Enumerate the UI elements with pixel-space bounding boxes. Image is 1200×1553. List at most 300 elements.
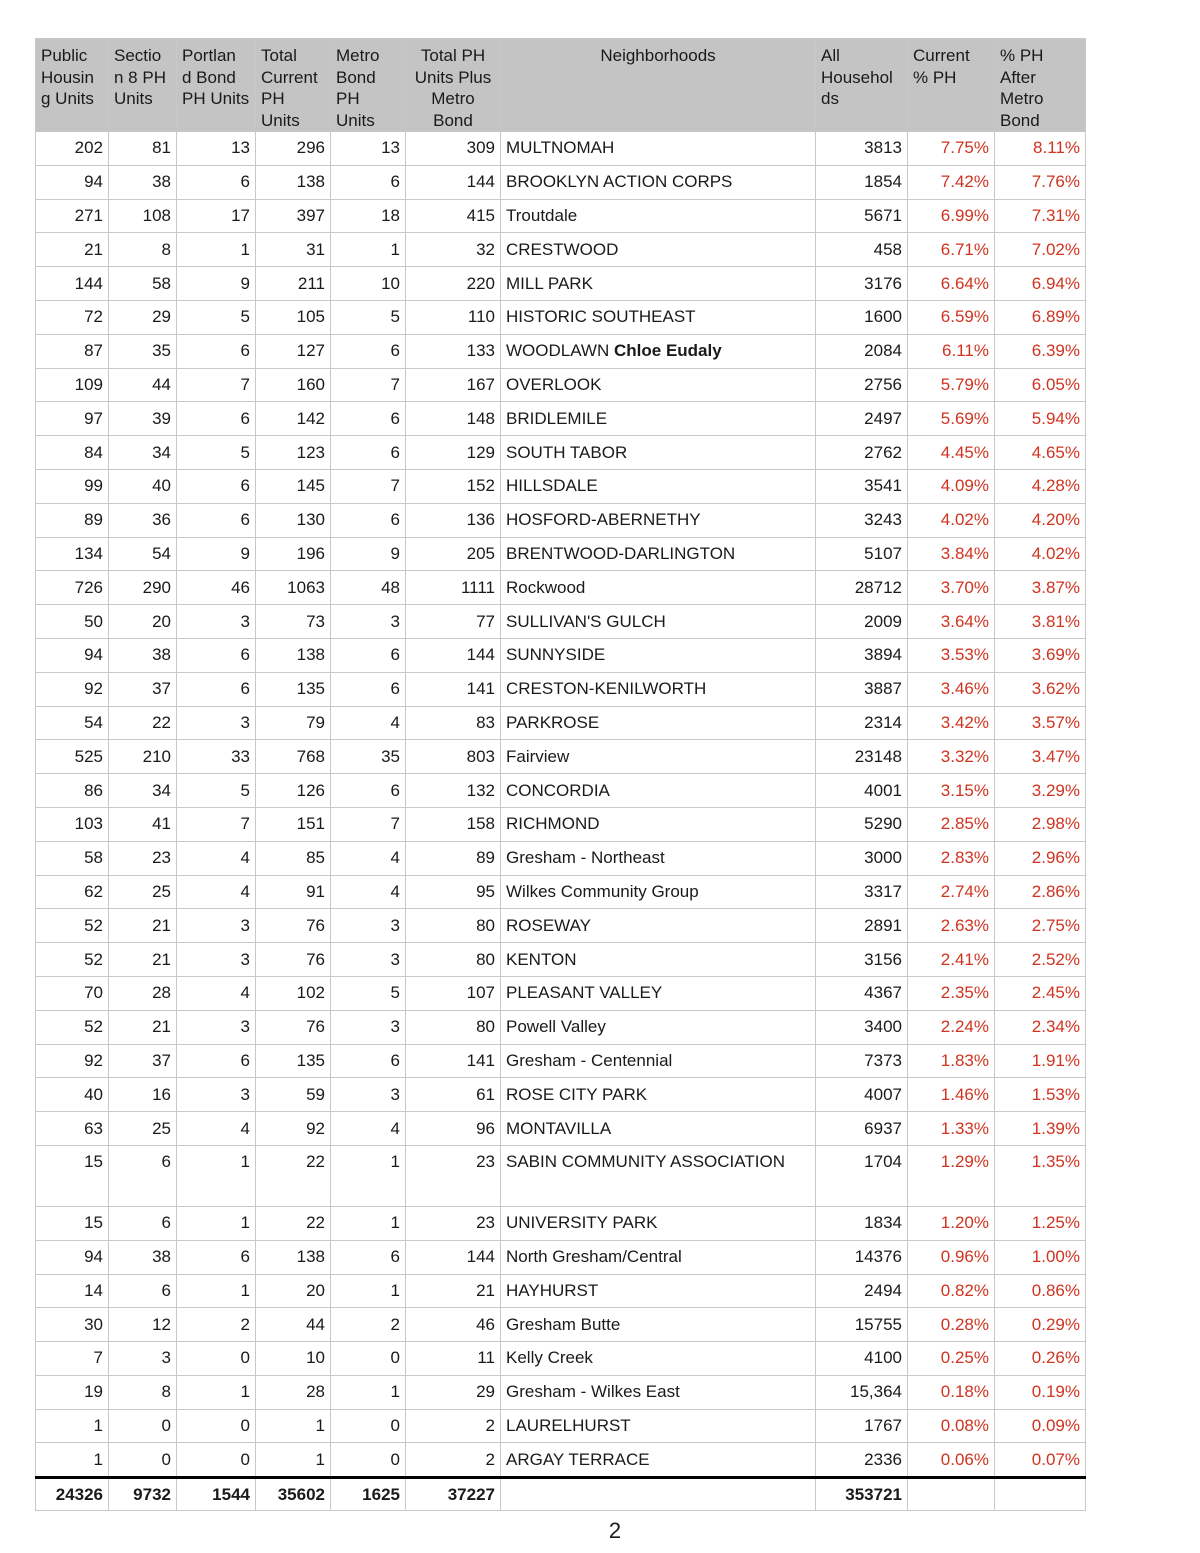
public-housing-cell: 1 — [36, 1443, 109, 1478]
public-housing-cell: 63 — [36, 1112, 109, 1146]
total-plus-metro-cell: 77 — [406, 605, 501, 639]
total-plus-metro-cell: 96 — [406, 1112, 501, 1146]
section-8-cell: 28 — [109, 976, 177, 1010]
current-pct-cell: 2.41% — [908, 943, 995, 977]
households-cell: 2762 — [816, 436, 908, 470]
total-current-cell: 1 — [256, 1409, 331, 1443]
portland-bond-cell: 0 — [177, 1342, 256, 1376]
current-pct-cell: 1.83% — [908, 1044, 995, 1078]
metro-bond-cell: 0 — [331, 1342, 406, 1376]
neighborhood-cell: ROSEWAY — [501, 909, 816, 943]
public-housing-cell: 50 — [36, 605, 109, 639]
households-cell: 14376 — [816, 1240, 908, 1274]
page-number: 2 — [608, 1518, 622, 1543]
section-8-cell: 25 — [109, 875, 177, 909]
table-row — [36, 368, 1086, 402]
public-housing-cell: 15 — [36, 1145, 109, 1206]
portland-bond-cell: 17 — [177, 199, 256, 233]
households-cell: 3176 — [816, 267, 908, 301]
after-pct-cell — [995, 1478, 1086, 1511]
total-current-cell: 22 — [256, 1206, 331, 1240]
section-8-cell: 290 — [109, 571, 177, 605]
public-housing-cell: 72 — [36, 300, 109, 334]
section-8-cell: 34 — [109, 436, 177, 470]
public-housing-cell: 94 — [36, 638, 109, 672]
table-row — [36, 672, 1086, 706]
after-pct-cell: 2.52% — [995, 943, 1086, 977]
total-current-cell: 10 — [256, 1342, 331, 1376]
after-pct-cell: 3.47% — [995, 740, 1086, 774]
total-current-cell: 28 — [256, 1375, 331, 1409]
metro-bond-cell: 7 — [331, 469, 406, 503]
neighborhood-cell: KENTON — [501, 943, 816, 977]
public-housing-cell: 7 — [36, 1342, 109, 1376]
total-plus-metro-cell: 141 — [406, 672, 501, 706]
households-cell: 4100 — [816, 1342, 908, 1376]
public-housing-cell: 97 — [36, 402, 109, 436]
current-pct-cell: 2.24% — [908, 1010, 995, 1044]
public-housing-cell: 15 — [36, 1206, 109, 1240]
table-row — [36, 334, 1086, 368]
after-pct-cell: 7.02% — [995, 233, 1086, 267]
section-8-cell: 3 — [109, 1342, 177, 1376]
table-row — [36, 1308, 1086, 1342]
households-cell: 3400 — [816, 1010, 908, 1044]
portland-bond-cell: 0 — [177, 1409, 256, 1443]
neighborhood-note: Chloe Eudaly — [614, 341, 722, 361]
table-row — [36, 1342, 1086, 1376]
public-housing-cell: 89 — [36, 503, 109, 537]
portland-bond-cell: 6 — [177, 1240, 256, 1274]
header-public-housing-units: Public Housin g Units — [36, 39, 109, 132]
current-pct-cell: 2.63% — [908, 909, 995, 943]
table-row — [36, 706, 1086, 740]
after-pct-cell: 1.91% — [995, 1044, 1086, 1078]
after-pct-cell: 2.45% — [995, 976, 1086, 1010]
metro-bond-cell: 3 — [331, 1010, 406, 1044]
public-housing-cell: 19 — [36, 1375, 109, 1409]
header-pct-ph-after-metro: % PH After Metro Bond — [995, 39, 1086, 132]
after-pct-cell: 3.69% — [995, 638, 1086, 672]
section-8-cell: 21 — [109, 943, 177, 977]
after-pct-cell: 2.75% — [995, 909, 1086, 943]
metro-bond-cell: 13 — [331, 132, 406, 166]
table-row — [36, 1078, 1086, 1112]
total-current-cell: 138 — [256, 165, 331, 199]
current-pct-cell: 4.02% — [908, 503, 995, 537]
metro-bond-cell: 2 — [331, 1308, 406, 1342]
total-current-cell: 35602 — [256, 1478, 331, 1511]
public-housing-cell: 24326 — [36, 1478, 109, 1511]
section-8-cell: 39 — [109, 402, 177, 436]
current-pct-cell: 3.70% — [908, 571, 995, 605]
total-current-cell: 126 — [256, 774, 331, 808]
header-neighborhoods: Neighborhoods — [501, 39, 816, 132]
portland-bond-cell: 3 — [177, 605, 256, 639]
current-pct-cell: 3.42% — [908, 706, 995, 740]
portland-bond-cell: 46 — [177, 571, 256, 605]
public-housing-cell: 70 — [36, 976, 109, 1010]
households-cell: 3243 — [816, 503, 908, 537]
metro-bond-cell: 18 — [331, 199, 406, 233]
public-housing-cell: 52 — [36, 943, 109, 977]
portland-bond-cell: 3 — [177, 1078, 256, 1112]
metro-bond-cell: 1 — [331, 1145, 406, 1206]
portland-bond-cell: 6 — [177, 469, 256, 503]
neighborhood-cell: Kelly Creek — [501, 1342, 816, 1376]
current-pct-cell: 2.74% — [908, 875, 995, 909]
current-pct-cell: 2.85% — [908, 807, 995, 841]
public-housing-cell: 92 — [36, 1044, 109, 1078]
after-pct-cell: 0.29% — [995, 1308, 1086, 1342]
households-cell: 2497 — [816, 402, 908, 436]
neighborhood-name: WOODLAWN — [506, 341, 610, 361]
total-current-cell: 76 — [256, 943, 331, 977]
after-pct-cell: 0.07% — [995, 1443, 1086, 1478]
public-housing-cell: 84 — [36, 436, 109, 470]
section-8-cell: 38 — [109, 165, 177, 199]
table-row — [36, 537, 1086, 571]
public-housing-cell: 52 — [36, 1010, 109, 1044]
neighborhood-cell: Wilkes Community Group — [501, 875, 816, 909]
neighborhood-cell: HOSFORD-ABERNETHY — [501, 503, 816, 537]
portland-bond-cell: 2 — [177, 1308, 256, 1342]
table-row — [36, 469, 1086, 503]
current-pct-cell: 0.18% — [908, 1375, 995, 1409]
current-pct-cell: 0.25% — [908, 1342, 995, 1376]
total-plus-metro-cell: 110 — [406, 300, 501, 334]
households-cell: 5671 — [816, 199, 908, 233]
total-plus-metro-cell: 141 — [406, 1044, 501, 1078]
households-cell: 3887 — [816, 672, 908, 706]
total-current-cell: 196 — [256, 537, 331, 571]
total-plus-metro-cell: 144 — [406, 1240, 501, 1274]
metro-bond-cell: 7 — [331, 807, 406, 841]
after-pct-cell: 0.19% — [995, 1375, 1086, 1409]
header-section-8-ph-units: Sectio n 8 PH Units — [109, 39, 177, 132]
after-pct-cell: 2.98% — [995, 807, 1086, 841]
portland-bond-cell: 1 — [177, 1145, 256, 1206]
table-row — [36, 943, 1086, 977]
total-plus-metro-cell: 46 — [406, 1308, 501, 1342]
public-housing-cell: 103 — [36, 807, 109, 841]
portland-bond-cell: 7 — [177, 368, 256, 402]
households-cell: 2494 — [816, 1274, 908, 1308]
total-plus-metro-cell: 23 — [406, 1206, 501, 1240]
table-row — [36, 1443, 1086, 1478]
total-plus-metro-cell: 167 — [406, 368, 501, 402]
public-housing-cell: 202 — [36, 132, 109, 166]
after-pct-cell: 1.00% — [995, 1240, 1086, 1274]
table-row — [36, 1409, 1086, 1443]
public-housing-cell: 86 — [36, 774, 109, 808]
households-cell: 3000 — [816, 841, 908, 875]
households-cell: 2084 — [816, 334, 908, 368]
households-cell: 15,364 — [816, 1375, 908, 1409]
after-pct-cell: 0.26% — [995, 1342, 1086, 1376]
public-housing-cell: 94 — [36, 1240, 109, 1274]
neighborhood-cell: Powell Valley — [501, 1010, 816, 1044]
after-pct-cell: 0.86% — [995, 1274, 1086, 1308]
total-current-cell: 79 — [256, 706, 331, 740]
households-cell: 458 — [816, 233, 908, 267]
total-current-cell: 160 — [256, 368, 331, 402]
portland-bond-cell: 1 — [177, 233, 256, 267]
after-pct-cell: 4.28% — [995, 469, 1086, 503]
total-current-cell: 102 — [256, 976, 331, 1010]
total-current-cell: 127 — [256, 334, 331, 368]
portland-bond-cell: 9 — [177, 267, 256, 301]
total-current-cell: 142 — [256, 402, 331, 436]
neighborhood-cell: Rockwood — [501, 571, 816, 605]
total-plus-metro-cell: 144 — [406, 165, 501, 199]
total-plus-metro-cell: 32 — [406, 233, 501, 267]
section-8-cell: 108 — [109, 199, 177, 233]
after-pct-cell: 1.39% — [995, 1112, 1086, 1146]
neighborhood-cell: SULLIVAN'S GULCH — [501, 605, 816, 639]
current-pct-cell: 5.79% — [908, 368, 995, 402]
current-pct-cell: 2.83% — [908, 841, 995, 875]
after-pct-cell: 2.86% — [995, 875, 1086, 909]
neighborhood-cell: CRESTON-KENILWORTH — [501, 672, 816, 706]
section-8-cell: 0 — [109, 1409, 177, 1443]
total-current-cell: 31 — [256, 233, 331, 267]
metro-bond-cell: 6 — [331, 503, 406, 537]
current-pct-cell: 7.42% — [908, 165, 995, 199]
section-8-cell: 58 — [109, 267, 177, 301]
households-cell: 7373 — [816, 1044, 908, 1078]
section-8-cell: 40 — [109, 469, 177, 503]
after-pct-cell: 3.57% — [995, 706, 1086, 740]
neighborhood-cell: PARKROSE — [501, 706, 816, 740]
metro-bond-cell: 1 — [331, 233, 406, 267]
total-plus-metro-cell: 107 — [406, 976, 501, 1010]
total-current-cell: 145 — [256, 469, 331, 503]
public-housing-cell: 21 — [36, 233, 109, 267]
neighborhood-cell: BRIDLEMILE — [501, 402, 816, 436]
total-plus-metro-cell: 133 — [406, 334, 501, 368]
portland-bond-cell: 6 — [177, 165, 256, 199]
section-8-cell: 16 — [109, 1078, 177, 1112]
current-pct-cell: 3.15% — [908, 774, 995, 808]
public-housing-cell: 726 — [36, 571, 109, 605]
after-pct-cell: 4.02% — [995, 537, 1086, 571]
neighborhood-cell: HISTORIC SOUTHEAST — [501, 300, 816, 334]
total-current-cell: 138 — [256, 638, 331, 672]
table-row — [36, 503, 1086, 537]
public-housing-cell: 525 — [36, 740, 109, 774]
table-row — [36, 1112, 1086, 1146]
section-8-cell: 54 — [109, 537, 177, 571]
section-8-cell: 34 — [109, 774, 177, 808]
total-current-cell: 135 — [256, 1044, 331, 1078]
neighborhood-cell — [501, 1478, 816, 1511]
section-8-cell: 25 — [109, 1112, 177, 1146]
neighborhood-cell: PLEASANT VALLEY — [501, 976, 816, 1010]
current-pct-cell: 7.75% — [908, 132, 995, 166]
metro-bond-cell: 1 — [331, 1274, 406, 1308]
total-current-cell: 20 — [256, 1274, 331, 1308]
public-housing-cell: 134 — [36, 537, 109, 571]
total-current-cell: 76 — [256, 909, 331, 943]
total-plus-metro-cell: 415 — [406, 199, 501, 233]
metro-bond-cell: 6 — [331, 774, 406, 808]
portland-bond-cell: 6 — [177, 503, 256, 537]
total-plus-metro-cell: 152 — [406, 469, 501, 503]
total-current-cell: 91 — [256, 875, 331, 909]
current-pct-cell: 6.59% — [908, 300, 995, 334]
neighborhood-cell: Gresham Butte — [501, 1308, 816, 1342]
after-pct-cell: 4.65% — [995, 436, 1086, 470]
header-row — [36, 39, 1086, 132]
total-plus-metro-cell: 148 — [406, 402, 501, 436]
total-current-cell: 76 — [256, 1010, 331, 1044]
portland-bond-cell: 33 — [177, 740, 256, 774]
table-row — [36, 1375, 1086, 1409]
current-pct-cell: 0.82% — [908, 1274, 995, 1308]
households-cell: 4367 — [816, 976, 908, 1010]
households-cell: 353721 — [816, 1478, 908, 1511]
portland-bond-cell: 1 — [177, 1375, 256, 1409]
metro-bond-cell: 3 — [331, 943, 406, 977]
public-housing-cell: 144 — [36, 267, 109, 301]
portland-bond-cell: 13 — [177, 132, 256, 166]
total-plus-metro-cell: 129 — [406, 436, 501, 470]
total-plus-metro-cell: 803 — [406, 740, 501, 774]
section-8-cell: 0 — [109, 1443, 177, 1478]
total-plus-metro-cell: 23 — [406, 1145, 501, 1206]
metro-bond-cell: 4 — [331, 706, 406, 740]
households-cell: 1767 — [816, 1409, 908, 1443]
housing-table — [35, 38, 1086, 1511]
section-8-cell: 35 — [109, 334, 177, 368]
total-current-cell: 768 — [256, 740, 331, 774]
metro-bond-cell: 1625 — [331, 1478, 406, 1511]
after-pct-cell: 6.05% — [995, 368, 1086, 402]
portland-bond-cell: 1544 — [177, 1478, 256, 1511]
portland-bond-cell: 3 — [177, 943, 256, 977]
households-cell: 2314 — [816, 706, 908, 740]
metro-bond-cell: 6 — [331, 672, 406, 706]
neighborhood-cell: MILL PARK — [501, 267, 816, 301]
portland-bond-cell: 5 — [177, 774, 256, 808]
after-pct-cell: 3.29% — [995, 774, 1086, 808]
total-current-cell: 296 — [256, 132, 331, 166]
metro-bond-cell: 1 — [331, 1206, 406, 1240]
total-current-cell: 130 — [256, 503, 331, 537]
total-plus-metro-cell: 309 — [406, 132, 501, 166]
current-pct-cell: 6.64% — [908, 267, 995, 301]
current-pct-cell: 3.46% — [908, 672, 995, 706]
current-pct-cell: 0.28% — [908, 1308, 995, 1342]
after-pct-cell: 1.35% — [995, 1145, 1086, 1206]
section-8-cell: 6 — [109, 1274, 177, 1308]
neighborhood-cell: Gresham - Northeast — [501, 841, 816, 875]
neighborhood-cell: SOUTH TABOR — [501, 436, 816, 470]
households-cell: 3813 — [816, 132, 908, 166]
section-8-cell: 41 — [109, 807, 177, 841]
portland-bond-cell: 4 — [177, 976, 256, 1010]
after-pct-cell: 1.25% — [995, 1206, 1086, 1240]
neighborhood-cell: OVERLOOK — [501, 368, 816, 402]
section-8-cell: 21 — [109, 909, 177, 943]
table-row — [36, 1206, 1086, 1240]
households-cell: 15755 — [816, 1308, 908, 1342]
header-total-ph-plus-metro: Total PH Units Plus Metro Bond — [406, 39, 501, 132]
section-8-cell: 12 — [109, 1308, 177, 1342]
metro-bond-cell: 1 — [331, 1375, 406, 1409]
metro-bond-cell: 5 — [331, 976, 406, 1010]
public-housing-cell: 109 — [36, 368, 109, 402]
table-row — [36, 1010, 1086, 1044]
neighborhood-cell: RICHMOND — [501, 807, 816, 841]
after-pct-cell: 7.31% — [995, 199, 1086, 233]
total-plus-metro-cell: 220 — [406, 267, 501, 301]
households-cell: 3317 — [816, 875, 908, 909]
section-8-cell: 6 — [109, 1145, 177, 1206]
metro-bond-cell: 6 — [331, 436, 406, 470]
total-current-cell: 73 — [256, 605, 331, 639]
after-pct-cell: 2.96% — [995, 841, 1086, 875]
metro-bond-cell: 10 — [331, 267, 406, 301]
table-row — [36, 909, 1086, 943]
table-row — [36, 402, 1086, 436]
portland-bond-cell: 6 — [177, 672, 256, 706]
after-pct-cell: 3.62% — [995, 672, 1086, 706]
current-pct-cell: 3.84% — [908, 537, 995, 571]
total-plus-metro-cell: 132 — [406, 774, 501, 808]
metro-bond-cell: 7 — [331, 368, 406, 402]
metro-bond-cell: 3 — [331, 605, 406, 639]
current-pct-cell: 4.45% — [908, 436, 995, 470]
public-housing-cell: 54 — [36, 706, 109, 740]
metro-bond-cell: 6 — [331, 1044, 406, 1078]
neighborhood-cell: BRENTWOOD-DARLINGTON — [501, 537, 816, 571]
current-pct-cell: 3.32% — [908, 740, 995, 774]
table-row — [36, 605, 1086, 639]
total-current-cell: 59 — [256, 1078, 331, 1112]
table-row — [36, 1145, 1086, 1206]
metro-bond-cell: 4 — [331, 875, 406, 909]
total-current-cell: 138 — [256, 1240, 331, 1274]
after-pct-cell: 5.94% — [995, 402, 1086, 436]
public-housing-cell: 92 — [36, 672, 109, 706]
total-current-cell: 85 — [256, 841, 331, 875]
neighborhood-cell: ROSE CITY PARK — [501, 1078, 816, 1112]
metro-bond-cell: 0 — [331, 1409, 406, 1443]
households-cell: 2756 — [816, 368, 908, 402]
households-cell: 4001 — [816, 774, 908, 808]
total-plus-metro-cell: 89 — [406, 841, 501, 875]
after-pct-cell: 4.20% — [995, 503, 1086, 537]
metro-bond-cell: 48 — [331, 571, 406, 605]
portland-bond-cell: 5 — [177, 300, 256, 334]
metro-bond-cell: 35 — [331, 740, 406, 774]
portland-bond-cell: 7 — [177, 807, 256, 841]
households-cell: 3894 — [816, 638, 908, 672]
households-cell: 6937 — [816, 1112, 908, 1146]
neighborhood-cell: CRESTWOOD — [501, 233, 816, 267]
households-cell: 5107 — [816, 537, 908, 571]
portland-bond-cell: 4 — [177, 875, 256, 909]
current-pct-cell — [908, 1478, 995, 1511]
neighborhood-cell: HILLSDALE — [501, 469, 816, 503]
neighborhood-cell: North Gresham/Central — [501, 1240, 816, 1274]
public-housing-cell: 14 — [36, 1274, 109, 1308]
neighborhood-cell: Fairview — [501, 740, 816, 774]
public-housing-cell: 62 — [36, 875, 109, 909]
header-current-pct-ph: Current % PH — [908, 39, 995, 132]
